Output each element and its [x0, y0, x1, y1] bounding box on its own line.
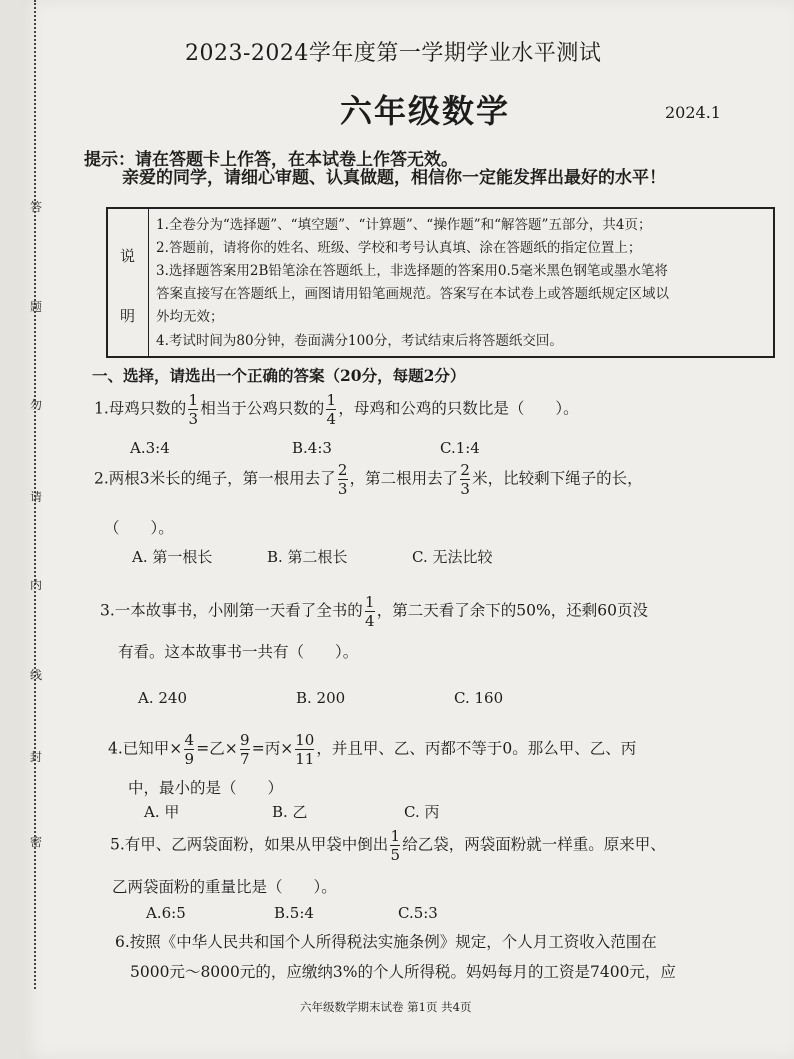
option-c: C. 160 — [454, 689, 504, 707]
option-b: B. 乙 — [272, 803, 308, 821]
option-a: A.3:4 — [130, 439, 170, 457]
question-3-line2: 有看。这本故事书一共有（ ）。 — [118, 643, 359, 661]
option-b: B.5:4 — [274, 904, 314, 922]
instructions-label: 明 — [120, 307, 136, 325]
instructions-label: 说 — [120, 247, 136, 265]
page-footer: 六年级数学期末试卷 第1页 共4页 — [300, 1000, 472, 1014]
option-c: C.1:4 — [440, 439, 480, 457]
fraction: $\frac{10}{11}$ — [295, 731, 315, 768]
option-c: C. 无法比较 — [412, 548, 493, 566]
margin-char: 答 — [30, 200, 43, 214]
fraction: $\frac{2}{3}$ — [337, 461, 348, 498]
question-6: 6.按照《中华人民共和国个人所得税法实施条例》规定，个人月工资收入范围在 — [115, 933, 657, 951]
margin-char: 题 — [30, 300, 43, 314]
fraction: $\frac{1}{4}$ — [326, 391, 337, 428]
option-c: C. 丙 — [404, 803, 440, 821]
fraction: $\frac{2}{3}$ — [460, 461, 470, 498]
exam-title: 2023-2024学年度第一学期学业水平测试 — [185, 41, 602, 66]
tip-text: 提示：请在答题卡上作答，在本试卷上作答无效。 — [84, 150, 458, 170]
encourage-text: 亲爱的同学，请细心审题、认真做题，相信你一定能发挥出最好的水平！ — [122, 168, 666, 188]
instruction-line: 答案直接写在答题纸上，画图请用铅笔画规范。答案写在本试卷上或答题纸规定区域以 — [156, 286, 669, 302]
margin-char: 内 — [30, 578, 43, 592]
fraction: $\frac{4}{9}$ — [184, 731, 195, 768]
instruction-line: 1.全卷分为“选择题”、“填空题”、“计算题”、“操作题”和“解答题”五部分，共4页； — [156, 217, 652, 233]
instruction-line: 4.考试时间为80分钟，卷面满分100分，考试结束后将答题纸交回。 — [156, 333, 563, 349]
option-a: A. 240 — [138, 689, 187, 707]
margin-char: 封 — [30, 750, 43, 764]
question-3: 3.一本故事书，小刚第一天看了全书的 $\frac{1}{4}$ ，第二天看了余下的50%，还剩60页没 — [100, 593, 648, 630]
exam-paper — [22, 0, 794, 1059]
option-a: A. 第一根长 — [132, 548, 213, 566]
question-5: 5.有甲、乙两袋面粉，如果从甲袋中倒出 $\frac{1}{5}$ 给乙袋，两袋面粉就一样重。原来甲、 — [110, 827, 666, 864]
margin-char: 线 — [30, 668, 43, 682]
instructions-label-cell — [108, 209, 149, 356]
instruction-line: 3.选择题答案用2B铅笔涂在答题纸上，非选择题的答案用0.5毫米黑色钢笔或墨水笔将 — [156, 263, 668, 279]
option-b: B.4:3 — [292, 439, 332, 457]
seal-line — [30, 0, 43, 989]
fraction: $\frac{1}{4}$ — [365, 593, 375, 630]
instructions-box — [106, 207, 775, 358]
question-4-line2: 中，最小的是（ ） — [128, 779, 284, 797]
option-a: A. 甲 — [144, 803, 180, 821]
margin-char: 勿 — [30, 398, 43, 412]
fraction: $\frac{9}{7}$ — [239, 731, 250, 768]
option-b: B. 200 — [296, 689, 346, 707]
fraction: $\frac{1}{5}$ — [390, 827, 401, 864]
margin-char: 密 — [30, 835, 43, 849]
option-a: A.6:5 — [146, 904, 186, 922]
question-2-answer-blank: （ ）。 — [104, 519, 174, 537]
instruction-line: 外均无效； — [156, 309, 224, 325]
margin-char: 请 — [30, 490, 43, 504]
question-4: 4.已知甲× $\frac{4}{9}$ =乙× $\frac{9}{7}$ =丙× $\frac{10}{11}$ ，并且甲、乙、丙都不等于0。那么甲、乙、丙 — [108, 731, 637, 768]
question-5-line2: 乙两袋面粉的重量比是（ ）。 — [112, 878, 337, 896]
instruction-line: 2.答题前，请将你的姓名、班级、学校和考号认真填、涂在答题纸的指定位置上； — [156, 240, 642, 256]
exam-date: 2024.1 — [665, 103, 721, 122]
question-1: 1.母鸡只数的 $\frac{1}{3}$ 相当于公鸡只数的 $\frac{1}{4}$ ，母鸡和公鸡的只数比是（ ）。 — [94, 391, 579, 428]
question-2: 2.两根3米长的绳子，第一根用去了 $\frac{2}{3}$ ，第二根用去了 $\frac{2}{3}$ 米，比较剩下绳子的长， — [94, 461, 643, 498]
fraction: $\frac{1}{3}$ — [188, 391, 199, 428]
question-6-line2: 5000元～8000元的，应缴纳3%的个人所得税。妈妈每月的工资是7400元，应 — [130, 963, 676, 981]
option-c: C.5:3 — [398, 904, 438, 922]
section-title: 一、选择，请选出一个正确的答案（20分，每题2分） — [92, 366, 466, 385]
option-b: B. 第二根长 — [267, 548, 348, 566]
subject-title: 六年级数学 — [340, 92, 511, 130]
